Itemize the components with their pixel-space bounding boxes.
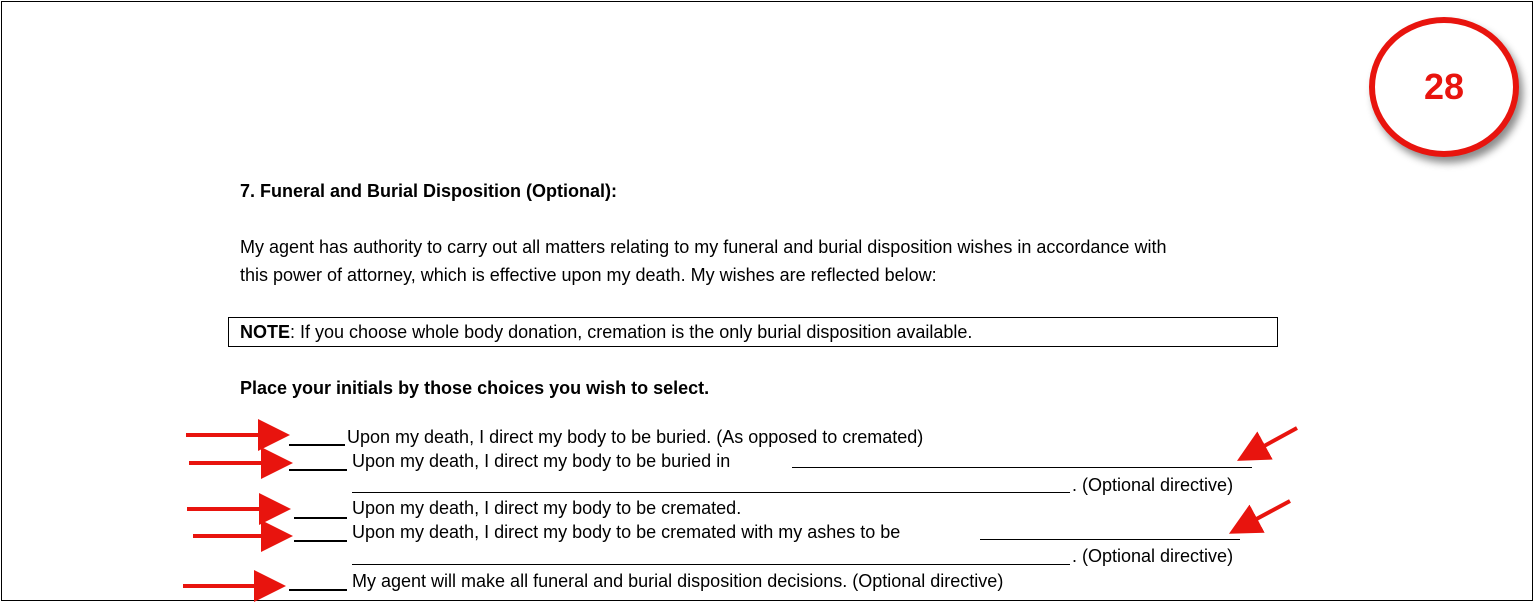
note-body: : If you choose whole body donation, cremation is the only burial disposition available. [290, 322, 973, 342]
intro-line-2: this power of attorney, which is effective upon my death. My wishes are reflected below: [240, 265, 937, 285]
instruction-text: Place your initials by those choices you wish to select. [240, 378, 710, 398]
intro-line-1: My agent has authority to carry out all matters relating to my funeral and burial disposition wishes in accordance with [240, 237, 1167, 257]
arrow-icon [1236, 501, 1290, 530]
option-5-text: My agent will make all funeral and burial disposition decisions. (Optional directive) [352, 571, 1004, 591]
option-2-text: Upon my death, I direct my body to be buried in [352, 451, 731, 471]
optional-directive-2: . (Optional directive) [1072, 546, 1234, 566]
note-label: NOTE [240, 322, 291, 342]
arrow-icon [1244, 428, 1297, 457]
option-4-text: Upon my death, I direct my body to be cremated with my ashes to be [352, 522, 901, 542]
section-heading: 7. Funeral and Burial Disposition (Optional): [240, 181, 618, 201]
option-3-text: Upon my death, I direct my body to be cremated. [352, 498, 742, 518]
page-number: 28 [1423, 66, 1465, 107]
optional-directive-1: . (Optional directive) [1072, 475, 1234, 495]
option-1-text: Upon my death, I direct my body to be buried. (As opposed to cremated) [347, 427, 924, 447]
